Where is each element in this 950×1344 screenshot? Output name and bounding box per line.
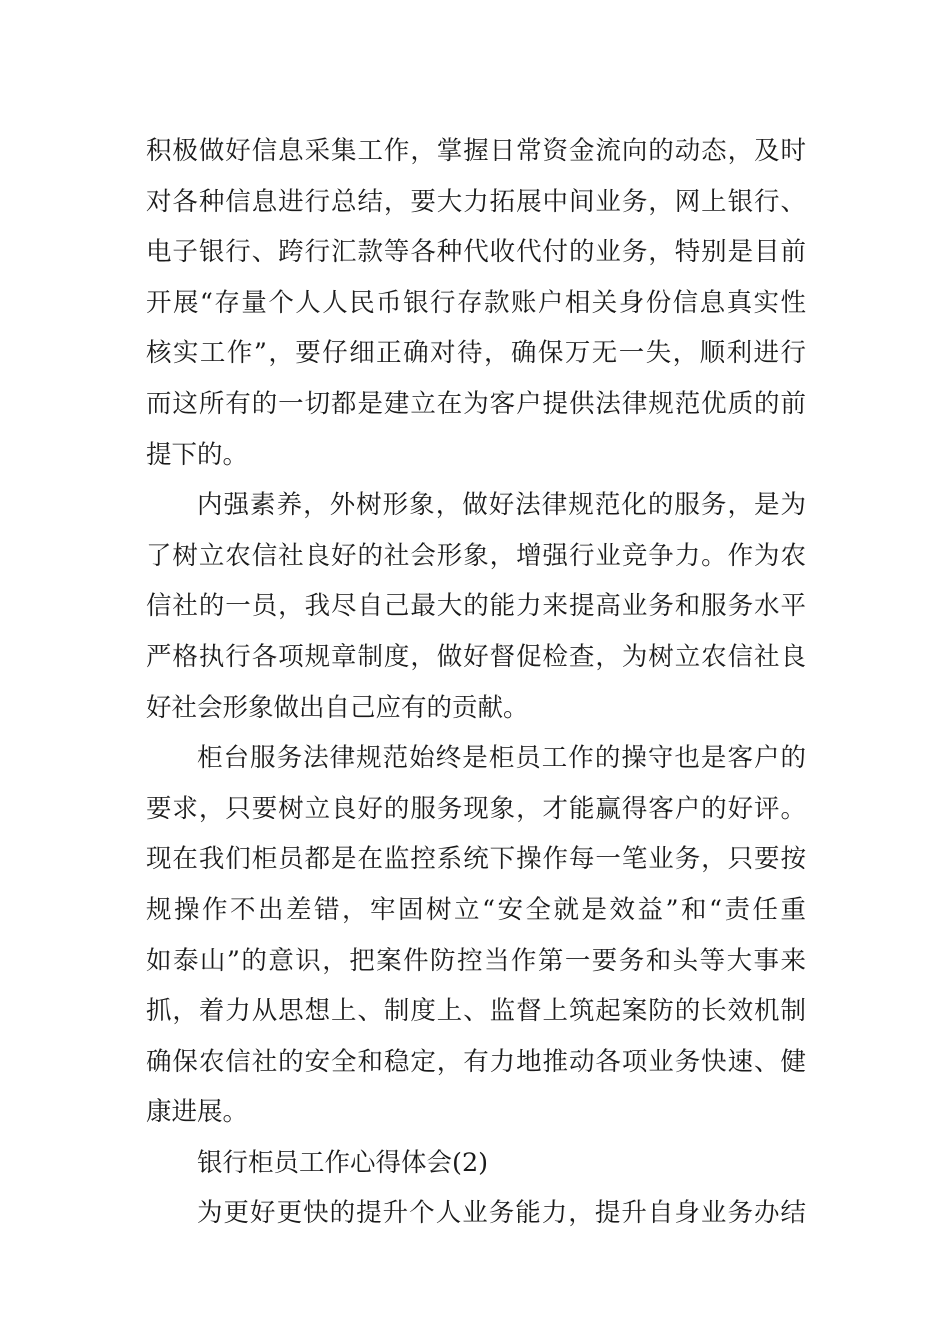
paragraph-1-line-1: 积极做好信息采集工作，掌握日常资金流向的动态，及时 [146,136,806,166]
paragraph-4-line-1: 为更好更快的提升个人业务能力，提升自身业务办结 [197,1198,806,1229]
paragraph-1-line-5: 核实工作”，要仔细正确对待，确保万无一失，顺利进行 [146,338,806,369]
paragraph-1-line-3: 电子银行、跨行汇款等各种代收代付的业务，特别是目前 [146,237,806,268]
paragraph-3-line-3: 现在我们柜员都是在监控系统下操作每一笔业务，只要按 [146,844,806,875]
section-heading: 银行柜员工作心得体会(2) [197,1147,489,1178]
paragraph-3-line-1: 柜台服务法律规范始终是柜员工作的操守也是客户的 [197,743,806,774]
paragraph-3-line-7: 确保农信社的安全和稳定，有力地推动各项业务快速、健 [146,1046,806,1077]
paragraph-2-line-5: 好社会形象做出自己应有的贡献。 [146,692,529,723]
paragraph-2-line-3: 信社的一员，我尽自己最大的能力来提高业务和服务水平 [146,591,806,622]
paragraph-1-line-6: 而这所有的一切都是建立在为客户提供法律规范优质的前 [146,388,806,419]
paragraph-3-line-6: 抓，着力从思想上、制度上、监督上筑起案防的长效机制 [146,996,806,1027]
paragraph-2-line-4: 严格执行各项规章制度，做好督促检查，为树立农信社良 [146,641,806,672]
paragraph-3-line-2: 要求，只要树立良好的服务现象，才能赢得客户的好评。 [146,793,806,824]
paragraph-3-line-8: 康进展。 [146,1097,249,1128]
paragraph-1-line-4: 开展“存量个人人民币银行存款账户相关身份信息真实性 [146,287,806,318]
paragraph-3-line-5: 如泰山”的意识，把案件防控当作第一要务和头等大事来 [146,945,806,976]
paragraph-1-line-2: 对各种信息进行总结，要大力拓展中间业务，网上银行、 [146,186,806,217]
paragraph-2-line-1: 内强素养，外树形象，做好法律规范化的服务，是为 [197,490,806,521]
paragraph-2-line-2: 了树立农信社良好的社会形象，增强行业竞争力。作为农 [146,540,806,571]
document-body [146,126,806,1239]
paragraph-3-line-4: 规操作不出差错，牢固树立“安全就是效益”和“责任重 [146,894,806,925]
paragraph-1-line-7: 提下的。 [146,439,249,470]
